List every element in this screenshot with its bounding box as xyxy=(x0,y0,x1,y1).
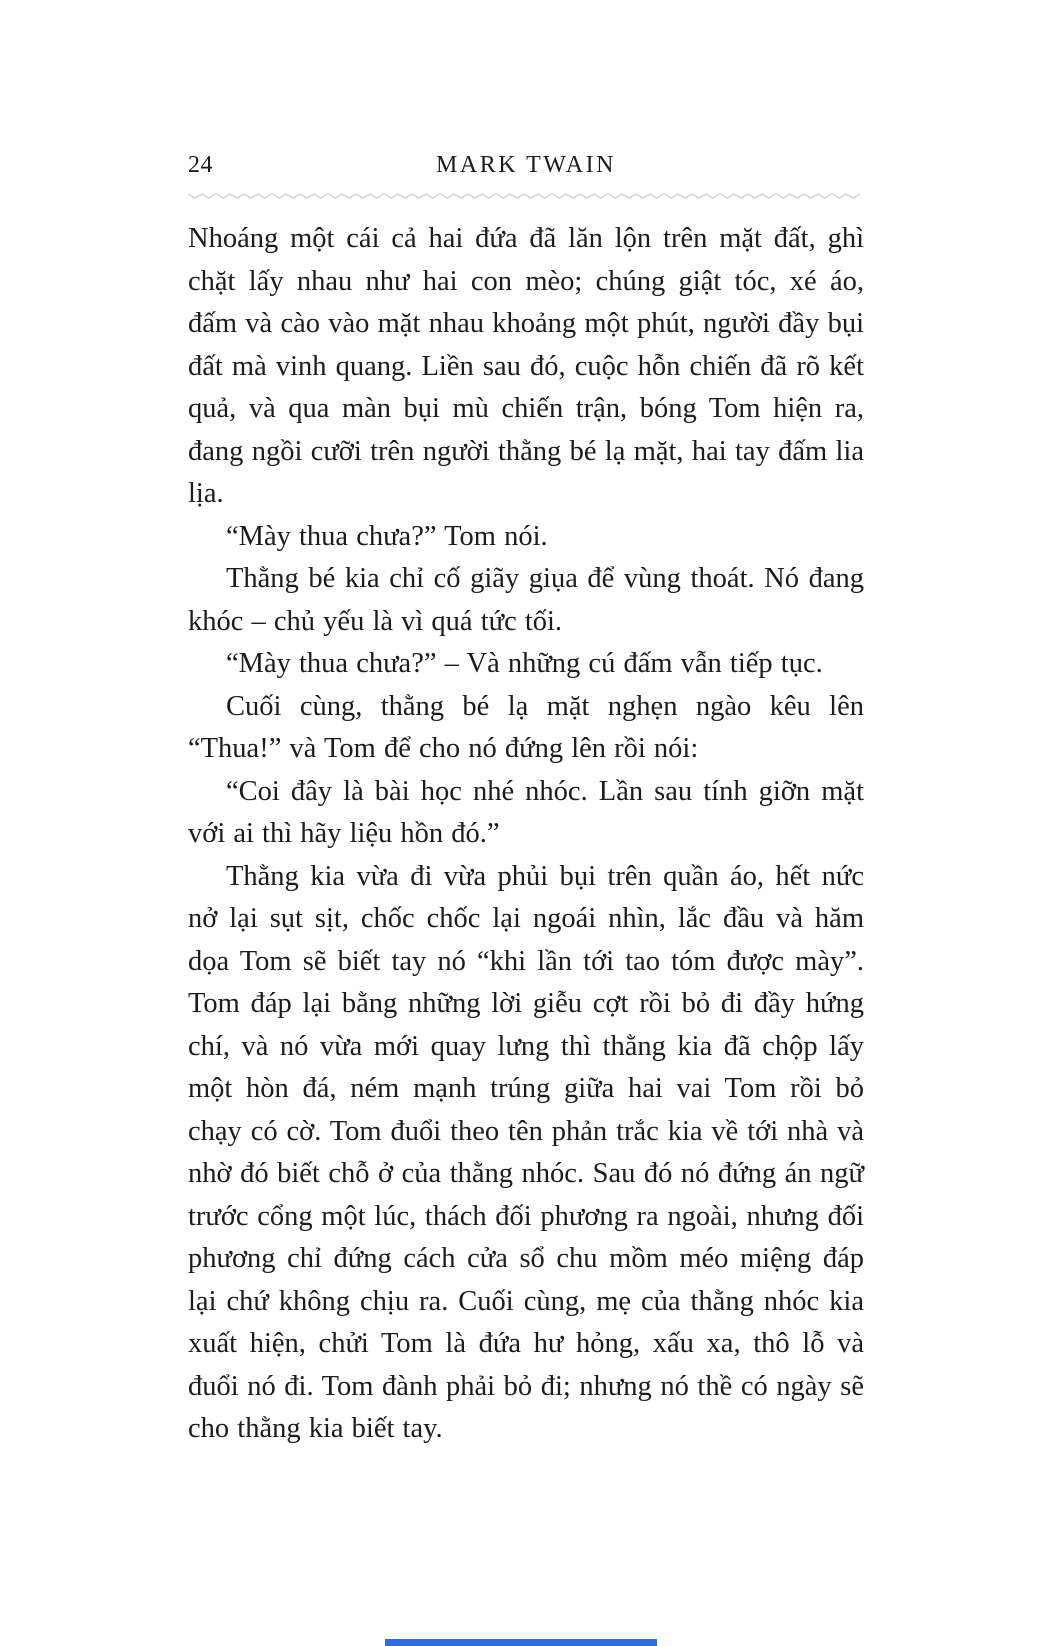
running-title: MARK TWAIN xyxy=(436,152,616,178)
paragraph: Thằng kia vừa đi vừa phủi bụi trên quần áo, hết nức nở lại sụt sịt, chốc chốc lại ngoái nhìn, lắc đầu và hăm dọa Tom sẽ biết tay nó “khi lần tới tao tóm được mày”. Tom đáp lại bằng những lời giễu cợt rồi bỏ đi đầy hứng chí, và nó vừa mới quay lưng thì thằng kia đã chộp lấy một hòn đá, ném mạnh trúng giữa hai vai Tom rồi bỏ chạy có cờ. Tom đuổi theo tên phản trắc kia về tới nhà và nhờ đó biết chỗ ở của thằng nhóc. Sau đó nó đứng án ngữ trước cổng một lúc, thách đối phương ra ngoài, nhưng đối phương chỉ đứng cách cửa sổ chu mồm méo miệng đáp lại chứ không chịu ra. Cuối cùng, mẹ của thằng nhóc kia xuất hiện, chửi Tom là đứa hư hỏng, xấu xa, thô lỗ và đuổi nó đi. Tom đành phải bỏ đi; nhưng nó thề có ngày sẽ cho thằng kia biết tay. xyxy=(188,860,864,1444)
paragraph: Nhoáng một cái cả hai đứa đã lăn lộn trên mặt đất, ghì chặt lấy nhau như hai con mèo; chúng giật tóc, xé áo, đấm và cào vào mặt nhau khoảng một phút, người đầy bụi đất mà vinh quang. Liền sau đó, cuộc hỗn chiến đã rõ kết quả, và qua màn bụi mù chiến trận, bóng Tom hiện ra, đang ngồi cưỡi trên người thằng bé lạ mặt, hai tay đấm lia lịa. xyxy=(188,223,864,509)
paragraph: Thằng bé kia chỉ cố giãy giụa để vùng thoát. Nó đang khóc – chủ yếu là vì quá tức tối. xyxy=(188,563,864,637)
page-number: 24 xyxy=(188,152,213,178)
paragraph: “Mày thua chưa?” Tom nói. xyxy=(226,520,548,552)
paragraph: “Mày thua chưa?” – Và những cú đấm vẫn tiếp tục. xyxy=(226,648,823,679)
bottom-progress-bar xyxy=(385,1639,657,1646)
running-head xyxy=(188,148,864,184)
page-content xyxy=(188,148,864,1451)
wavy-divider xyxy=(188,192,864,200)
paragraph: Cuối cùng, thằng bé lạ mặt nghẹn ngào kêu lên “Thua!” và Tom để cho nó đứng lên rồi nói: xyxy=(188,690,864,764)
wavy-divider-line xyxy=(188,194,860,198)
page-body xyxy=(188,218,864,1451)
paragraph: “Coi đây là bài học nhé nhóc. Lần sau tính giỡn mặt với ai thì hãy liệu hồn đó.” xyxy=(188,775,864,849)
